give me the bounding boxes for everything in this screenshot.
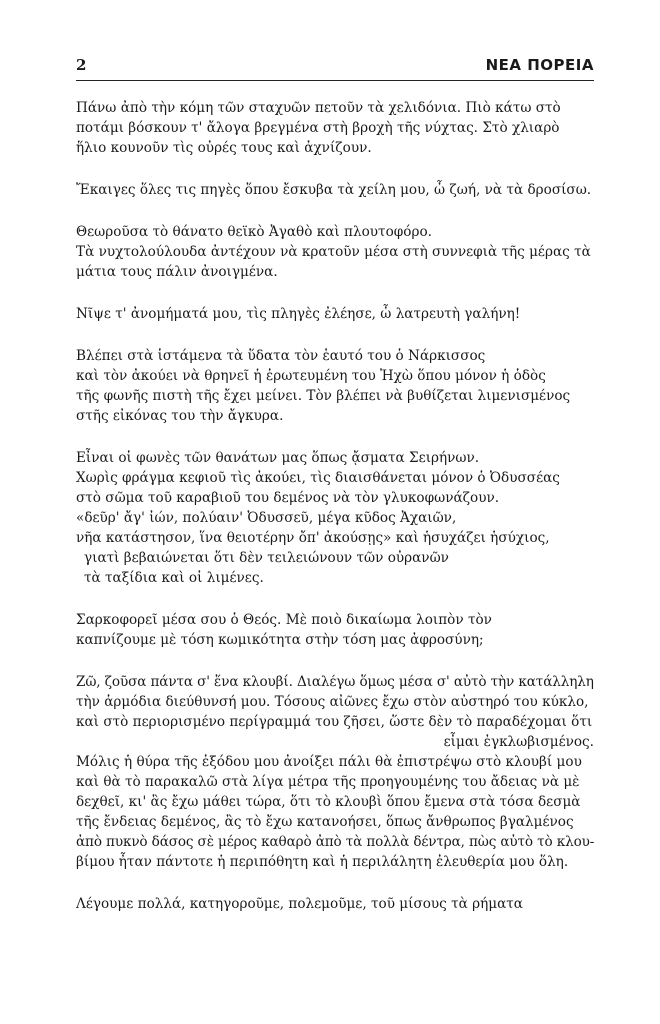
text-line: νῆα κατάστησον, ἵνα θειοτέρην ὄπ' ἀκούσῃς» καὶ ἡσυχάζει ἡσύχιος, [76, 530, 550, 546]
text-line: Ἔκαιγες ὅλες τις πηγὲς ὅπου ἔσκυβα τὰ χείλη μου, ὦ ζωή, νὰ τὰ δροσίσω. [76, 182, 592, 198]
text-line: «δεῦρ' ἄγ' ἰών, πολύαιν' Ὀδυσσεῦ, μέγα κῦδος Ἀχαιῶν, [76, 510, 457, 526]
text-line: Τὰ νυχτολούλουδα ἀντέχουν νὰ κρατοῦν μέσα στὴ συννεφιὰ τῆς μέρας τὰ [76, 244, 591, 260]
text-line: εἶμαι ἐγκλωβισμένος. [443, 734, 594, 750]
text-line: τῆς ἔνδειας δεμένος, ἂς τὸ ἔχω κατανοήσει, ὅπως ἄνθρωπος βγαλμένος [76, 814, 574, 830]
text-line: Νῖψε τ' ἀνομήματά μου, τὶς πληγὲς ἐλέησε, ὦ λατρευτὴ γαλήνη! [76, 306, 521, 322]
running-header [76, 56, 594, 80]
text-line: γιατὶ βεβαιώνεται ὅτι δὲν τειλειώνουν τῶν οὐρανῶν [84, 550, 449, 566]
header-rule [76, 80, 594, 81]
text-line: Βλέπει στὰ ἱστάμενα τὰ ὕδατα τὸν ἑαυτό του ὁ Νάρκισσος [76, 348, 486, 364]
stanza-2 [76, 180, 594, 200]
page-number: 2 [76, 56, 87, 74]
text-line: δεχθεῖ, κι' ἂς ἔχω μάθει τώρα, ὅτι τὸ κλουβὶ ὅπου ἔμενα στὰ τόσα δεσμὰ [76, 794, 581, 810]
text-line: Λέγουμε πολλά, κατηγοροῦμε, πολεμοῦμε, τοῦ μίσους τὰ ρήματα [76, 896, 523, 912]
stanza-3 [76, 222, 594, 282]
text-line: Μόλις ἡ θύρα τῆς ἐξόδου μου ἀνοίξει πάλι θὰ ἐπιστρέψω στὸ κλουβί μου [76, 754, 582, 770]
text-line: τὴν ἁρμόδια διεύθυνσή μου. Τόσους αἰῶνες ἔχω στὸν αὐστηρό του κύκλο, [76, 694, 589, 710]
text-line: καπνίζουμε μὲ τόση κωμικότητα στὴν τόση μας ἀφροσύνη; [76, 632, 484, 648]
text-line: στὸ σῶμα τοῦ καραβιοῦ του δεμένος νὰ τὸν γλυκοφωνάζουν. [76, 490, 500, 506]
stanza-5 [76, 346, 594, 426]
text-line: Σαρκοφορεῖ μέσα σου ὁ Θεός. Μὲ ποιὸ δικαίωμα λοιπὸν τὸν [76, 612, 492, 628]
journal-title: ΝΕΑ ΠΟΡΕΙΑ [485, 56, 594, 74]
text-line: ποτάμι βόσκουν τ' ἄλογα βρεγμένα στὴ βροχὴ τῆς νύχτας. Στὸ χλιαρὸ [76, 120, 560, 136]
text-line: μάτια τους πάλιν ἀνοιγμένα. [76, 264, 278, 280]
text-line: βίμου ἦταν πάντοτε ἡ περιπόθητη καὶ ἡ περιλάλητη ἐλευθερία μου ὅλη. [76, 854, 569, 870]
text-line: Πάνω ἀπὸ τὴν κόμη τῶν σταχυῶν πετοῦν τὰ χελιδόνια. Πιὸ κάτω στὸ [76, 100, 561, 116]
text-line: ἀπὸ πυκνὸ δάσος σὲ μέρος καθαρὸ ἀπὸ τὰ πολλὰ δέντρα, πὼς αὐτὸ τὸ κλου- [76, 834, 595, 850]
stanza-1 [76, 98, 594, 158]
text-line: τῆς φωνῆς πιστὴ τῆς ἔχει μείνει. Τὸν βλέπει νὰ βυθίζεται λιμενισμένος [76, 388, 571, 404]
text-line: τὰ ταξίδια καὶ οἱ λιμένες. [84, 570, 264, 586]
text-line: Θεωροῦσα τὸ θάνατο θεϊκὸ Ἀγαθὸ καὶ πλουτοφόρο. [76, 224, 432, 240]
text-line: Ζῶ, ζοῦσα πάντα σ' ἕνα κλουβί. Διαλέγω ὅμως μέσα σ' αὐτὸ τὴν κατάλληλη [76, 674, 594, 690]
text-line: στῆς εἰκόνας του τὴν ἄγκυρα. [76, 408, 284, 424]
poem-body [76, 98, 594, 936]
stanza-7 [76, 610, 594, 650]
text-line: καὶ θὰ τὸ παρακαλῶ στὰ λίγα μέτρα τῆς προηγουμένης του ἄδειας νὰ μὲ [76, 774, 580, 790]
stanza-4 [76, 304, 594, 324]
text-line: καὶ στὸ περιορισμένο περίγραμμά του ζῆσει, ὥστε δὲν τὸ παραδέχομαι ὅτι [76, 714, 593, 730]
stanza-8 [76, 672, 594, 872]
stanza-9 [76, 894, 594, 914]
text-line: καὶ τὸν ἀκούει νὰ θρηνεῖ ἡ ἐρωτευμένη του Ἠχὼ ὅπου μόνον ἡ ὁδὸς [76, 368, 546, 384]
text-line: ἥλιο κουνοῦν τὶς οὐρές τους καὶ ἀχνίζουν. [76, 140, 372, 156]
stanza-6 [76, 448, 594, 588]
text-line: Χωρὶς φράγμα κεφιοῦ τὶς ἀκούει, τὶς διαισθάνεται μόνον ὁ Ὀδυσσέας [76, 470, 560, 486]
text-line: Εἶναι οἱ φωνὲς τῶν θανάτων μας ὅπως ᾄσματα Σειρήνων. [76, 450, 480, 466]
